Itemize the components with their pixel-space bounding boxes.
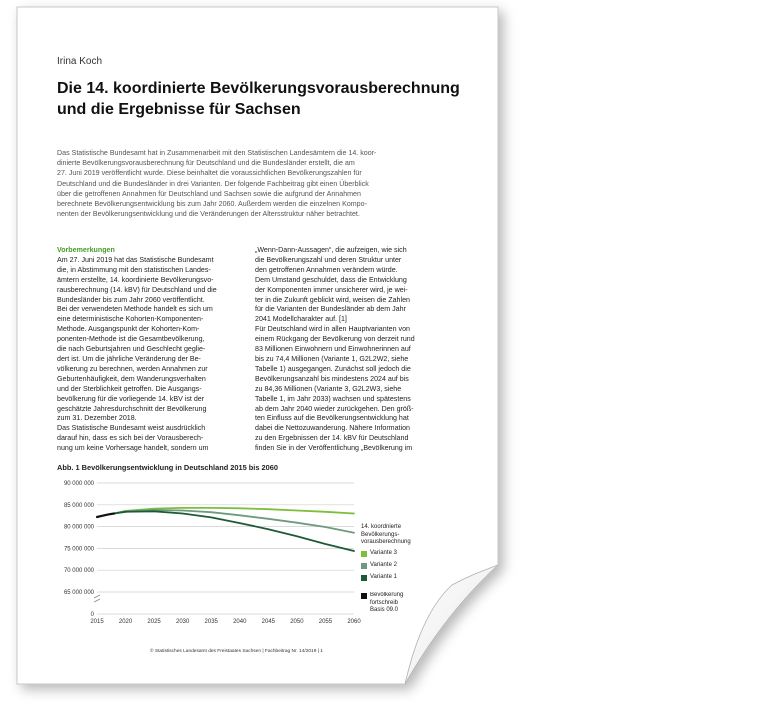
page-footer: © Statistisches Landesamt des Freistaates Sachsen | Fachbeitrag Nr. 14/2019 | 1 (150, 649, 323, 654)
legend-title (361, 524, 411, 547)
abstract-line: berechnete Bevölkerungsentwicklung bis zum Jahr 2060. Außerdem werden die einzelnen Kompo- (57, 200, 367, 209)
legend-title-line: vorausberechnung (361, 539, 411, 545)
y-tick-label: 65 000 000 (63, 590, 94, 596)
y-tick-label: 80 000 000 (63, 524, 94, 531)
legend-label-line: Bevölkerung (370, 592, 404, 598)
x-tick-label: 2055 (318, 619, 333, 625)
legend-bevoelkerungsfortschreibung (361, 592, 421, 615)
body-line: völkerung zu berechnen, werden Annahmen zur (57, 364, 208, 373)
legend-label: Variante 2 (370, 562, 397, 568)
body-line: die Bevölkerungszahl und deren Struktur unter (255, 255, 402, 264)
title-line: und die Ergebnisse für Sachsen (57, 101, 301, 118)
body-line: ponenten-Methode ist die Gesamtbevölkerung, (57, 335, 205, 344)
author-name: Irina Koch (57, 56, 103, 67)
body-line: Dem Umstand geschuldet, dass die Entwicklung (255, 275, 407, 284)
body-line: „Wenn-Dann-Aussagen“, die aufzeigen, wie sich (255, 246, 407, 254)
body-line: Für Deutschland wird in allen Hauptvarianten von (255, 325, 410, 334)
body-line: Bundesländer bis zum Jahr 2060 veröffentlicht. (57, 295, 205, 304)
x-tick-label: 2045 (261, 619, 276, 625)
chart-title: Abb. 1 Bevölkerungsentwicklung in Deutschland 2015 bis 2060 (57, 463, 278, 472)
legend-label: Variante 3 (370, 550, 397, 556)
body-line: bevölkerung für die vorliegende 14. kBV ist der (57, 394, 205, 403)
body-line: ab dem Jahr 2040 wieder zurückgehen. Den größ- (255, 404, 414, 413)
body-line: ter in die Zukunft geblickt wird, weisen die Zahlen (255, 295, 410, 304)
body-line: Geburtenhäufigkeit, dem Wanderungsverhalten (57, 374, 206, 383)
abstract-line: Das Statistische Bundesamt hat in Zusammenarbeit mit den Statistischen Landesämtern die 14. koor- (57, 149, 377, 157)
body-line: geschätzte Jahresdurchschnitt der Bevölkerung (57, 404, 207, 413)
legend-label-line: fortschreib (370, 599, 399, 606)
x-tick-label: 2035 (204, 619, 218, 625)
legend-title-line: 14. koordnierte (361, 524, 402, 530)
legend-swatch (361, 563, 367, 569)
body-line: für die Varianten der Bundesländer ab dem Jahr (255, 305, 406, 314)
y-tick-label: 70 000 000 (63, 568, 94, 575)
body-line: finden Sie in der Veröffentlichung „Bevölkerung im (255, 444, 413, 453)
body-line: 2041 Modellcharakter auf. [1] (255, 315, 347, 324)
y-tick-label: 85 000 000 (63, 502, 94, 509)
body-line: Methode. Ausgangspunkt der Kohorten-Kom- (57, 325, 200, 334)
x-tick-label: 2060 (347, 619, 361, 625)
legend-swatch (361, 551, 367, 557)
body-line: einem Rückgang der Bevölkerung von derzeit rund (255, 335, 415, 344)
body-line: 83 Millionen Einwohnern und Einwohnerinnen auf (255, 345, 411, 354)
body-line: zu den Ergebnissen der 14. kBV für Deutschland (255, 434, 409, 443)
abstract-line: nenten der Bevölkerungsentwicklung und die Veränderungen der Altersstruktur näher betrachtet. (57, 210, 360, 219)
body-line: Das Statistische Bundesamt weist ausdrücklich (57, 424, 206, 433)
abstract-line: Deutschland und die Bundesländer in drei Varianten. Der folgende Fachbeitrag gibt einen Überblick (57, 179, 369, 188)
body-line: bis zu 74,4 Millionen (Variante 1, G2L2W2, siehe (255, 354, 409, 363)
body-line: rausberechnung (14. kBV) für Deutschland und die (57, 285, 217, 294)
x-tick-label: 2015 (90, 619, 104, 625)
series-line-variante-1 (114, 511, 354, 551)
y-tick-label: 75 000 000 (63, 546, 94, 553)
x-tick-label: 2020 (118, 619, 133, 625)
x-tick-label: 2040 (233, 619, 247, 625)
body-line: die nach Geburtsjahren und Geschlecht geglie- (57, 345, 206, 354)
x-tick-label: 2025 (147, 619, 161, 625)
x-tick-label: 2030 (175, 619, 190, 625)
abstract-line: über die getroffenen Annahmen für Deutschland und Sachsen sowie die aufgrund der Annahmen (57, 189, 361, 198)
body-line: Am 27. Juni 2019 hat das Statistische Bundesamt (57, 255, 214, 264)
body-line: dabei die Nettozuwanderung. Nähere Information (255, 424, 410, 433)
legend-swatch (361, 575, 367, 581)
body-line: Tabelle 1, im Jahr 2033) wachsen und spätestens (255, 394, 411, 403)
body-line: Bei der verwendeten Methode handelt es sich um (57, 305, 213, 314)
legend-swatch (361, 593, 367, 599)
body-line: und der Sterblichkeit getroffen. Die Ausgangs- (57, 384, 202, 393)
legend-label-line: Basis 09.0 (370, 607, 399, 613)
body-line: zu 84,36 Millionen (Variante 3, G2L2W3, siehe (255, 384, 402, 393)
body-line: nung um keine Vorhersage handelt, sondern um (57, 444, 209, 453)
body-line: die, in Abstimmung mit den statistischen Landes- (57, 265, 211, 274)
axis-break-marker (94, 595, 100, 602)
body-line: eine deterministische Kohorten-Komponenten- (57, 315, 204, 324)
abstract-line: dinierte Bevölkerungsvorausberechnung für Deutschland und die Bundesländer erstellt, die am (57, 159, 355, 168)
title-line: Die 14. koordinierte Bevölkerungsvorausberechnung (57, 80, 460, 97)
body-line: zum 31. Dezember 2018. (57, 414, 137, 423)
body-line: dert ist. Um die jährliche Veränderung der Be- (57, 354, 201, 363)
y-tick-label: 0 (90, 612, 94, 618)
series-line-bev-lkerungsfortschreibung (97, 514, 114, 518)
body-line: Bevölkerungsanzahl bis mindestens 2024 auf bis (255, 374, 409, 383)
legend-label: Variante 1 (370, 574, 397, 580)
body-line: ämtern erstellte, 14. koordinierte Bevölkerungsvo- (57, 275, 214, 284)
y-tick-label: 90 000 000 (63, 481, 94, 487)
legend-label (370, 592, 421, 615)
body-line: ten Einfluss auf die Bevölkerungsentwicklung hat (255, 414, 409, 423)
body-line: darauf hin, dass es sich bei der Vorausberech- (57, 434, 204, 443)
body-line: der Komponenten immer unsicherer wird, je wei- (255, 285, 408, 294)
legend-title-line: Bevölkerungs- (361, 531, 400, 538)
x-tick-label: 2050 (290, 619, 304, 625)
section-heading: Vorbemerkungen (57, 246, 115, 254)
abstract-line: 27. Juni 2019 veröffentlicht wurde. Diese beinhaltet die voraussichtlichen Bevölkerungszahlen für (57, 169, 362, 178)
body-line: den getroffenen Annahmen verändern würde. (255, 265, 398, 274)
body-line: Tabelle 1) ausgegangen. Zunächst soll jedoch die (255, 364, 411, 373)
